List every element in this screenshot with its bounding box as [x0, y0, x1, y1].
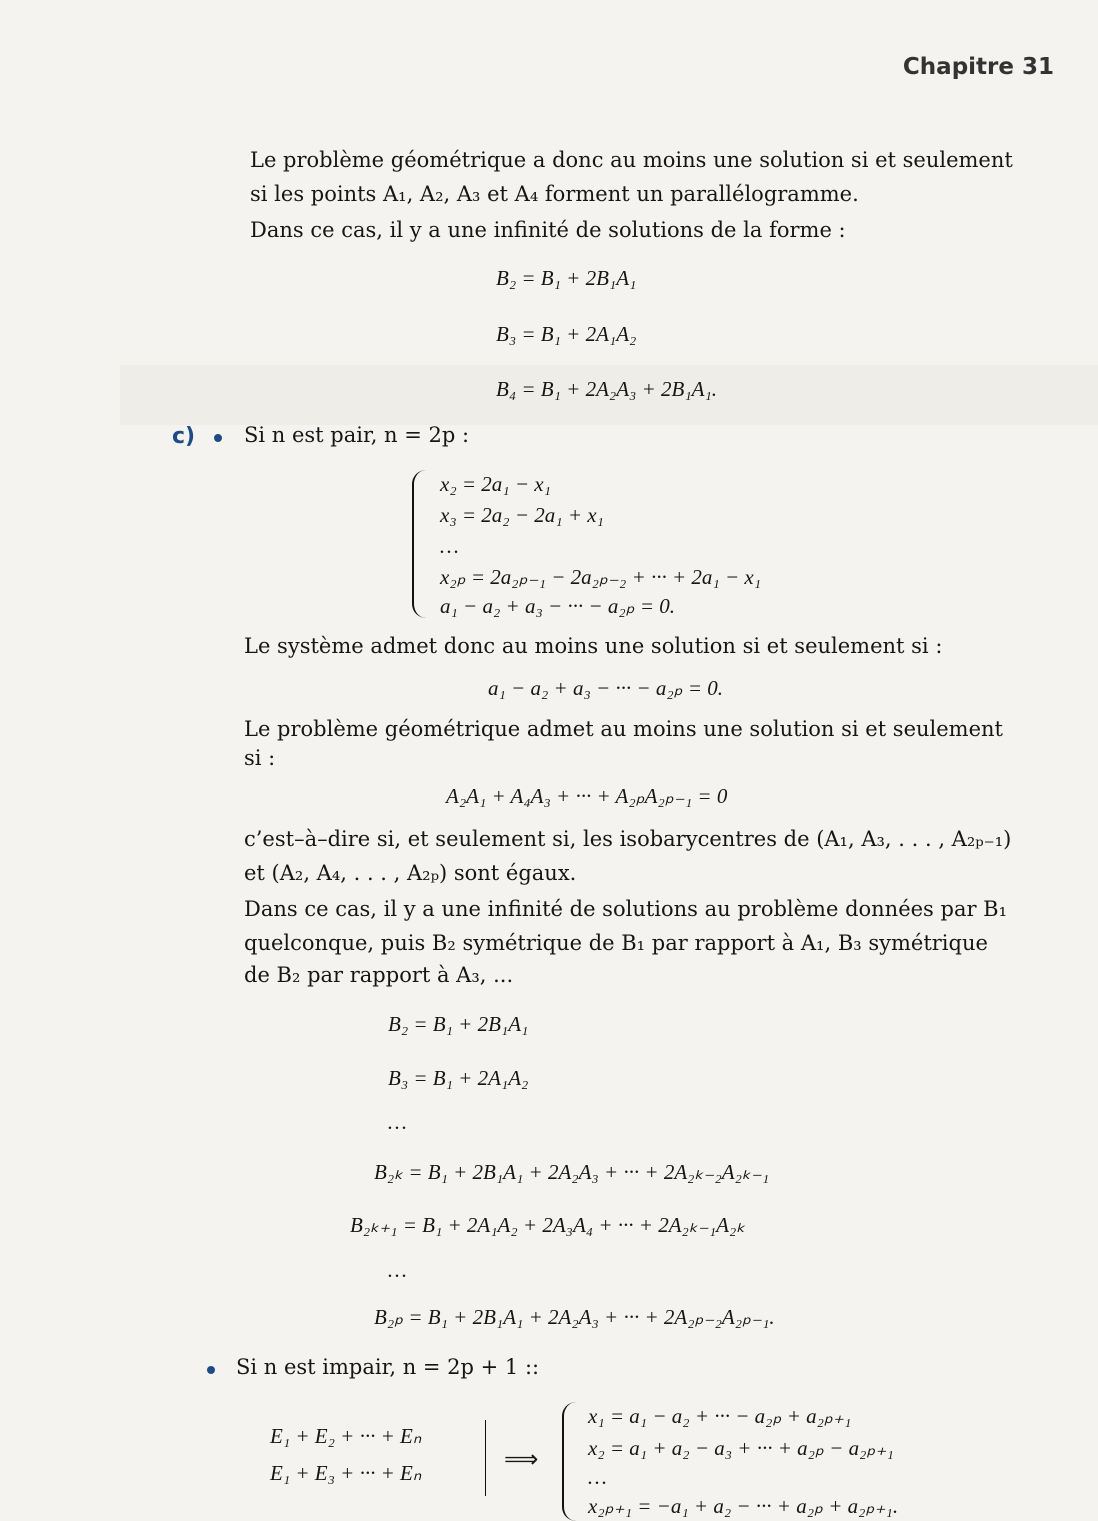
paragraph-line: de B₂ par rapport à A₃, ... [244, 963, 514, 987]
left-brace [412, 470, 428, 618]
equation: B₂ = B₁ + 2B₁A₁ [388, 1012, 529, 1036]
equation: B₂ = B₁ + 2B₁A₁ [496, 266, 637, 290]
paragraph-line: quelconque, puis B₂ symétrique de B₁ par rapport à A₁, B₃ symétrique [244, 931, 988, 955]
vertical-bar [485, 1420, 486, 1496]
chapter-header: Chapitre 31 [902, 54, 1054, 80]
equation: B₂ₖ = B₁ + 2B₁A₁ + 2A₂A₃ + ··· + 2A₂ₖ₋₂A₂ₖ₋₁ [374, 1160, 770, 1184]
odd-system-line: x₂ = a₁ + a₂ − a₃ + ··· + a₂ₚ − a₂ₚ₊₁ [588, 1436, 894, 1460]
system-line: … [440, 534, 459, 558]
equation: B₂ₖ₊₁ = B₁ + 2A₁A₂ + 2A₃A₄ + ··· + 2A₂ₖ₋₁A₂ₖ [350, 1213, 746, 1237]
case-heading: Si n est impair, n = 2p + 1 :: [236, 1355, 540, 1379]
odd-left-line: E₁ + E₂ + ··· + Eₙ [270, 1424, 422, 1448]
odd-system-line: x₂ₚ₊₁ = −a₁ + a₂ − ··· + a₂ₚ + a₂ₚ₊₁. [588, 1494, 899, 1518]
equation: … [388, 1258, 407, 1282]
bullet-icon [214, 434, 222, 442]
paragraph-line: si les points A₁, A₂, A₃ et A₄ forment un parallélogramme. [250, 182, 859, 206]
odd-system-line: … [588, 1465, 607, 1489]
paragraph-line: c’est–à–dire si, et seulement si, les isobarycentres de (A₁, A₃, . . . , A₂ₚ₋₁) [244, 827, 1012, 851]
equation: … [388, 1110, 407, 1134]
paragraph-line: si : [244, 746, 276, 770]
paragraph-line: et (A₂, A₄, . . . , A₂ₚ) sont égaux. [244, 861, 577, 885]
system-line: a₁ − a₂ + a₃ − ··· − a₂ₚ = 0. [440, 594, 676, 618]
equation: B₂ₚ = B₁ + 2B₁A₁ + 2A₂A₃ + ··· + 2A₂ₚ₋₂A₂ₚ₋₁. [374, 1305, 775, 1329]
system-line: x₂ₚ = 2a₂ₚ₋₁ − 2a₂ₚ₋₂ + ··· + 2a₁ − x₁ [440, 565, 761, 589]
odd-left-line: E₁ + E₃ + ··· + Eₙ [270, 1461, 422, 1485]
paragraph-line: Le problème géométrique a donc au moins une solution si et seulement [250, 148, 1013, 172]
system-line: x₂ = 2a₁ − x₁ [440, 472, 551, 496]
paragraph-line: Le système admet donc au moins une solution si et seulement si : [244, 634, 943, 658]
paragraph-line: Le problème géométrique admet au moins une solution si et seulement [244, 717, 1003, 741]
item-marker-c: c) [172, 424, 196, 449]
system-line: x₃ = 2a₂ − 2a₁ + x₁ [440, 503, 604, 527]
equation: B₃ = B₁ + 2A₁A₂ [388, 1066, 529, 1090]
equation: a₁ − a₂ + a₃ − ··· − a₂ₚ = 0. [488, 676, 724, 700]
paragraph-line: Dans ce cas, il y a une infinité de solutions au problème données par B₁ [244, 897, 1008, 921]
odd-system-line: x₁ = a₁ − a₂ + ··· − a₂ₚ + a₂ₚ₊₁ [588, 1404, 852, 1428]
case-heading: Si n est pair, n = 2p : [244, 423, 470, 447]
implies-arrow-icon: ⟹ [504, 1447, 539, 1473]
equation: B₃ = B₁ + 2A₁A₂ [496, 322, 637, 346]
left-brace [562, 1402, 578, 1521]
bullet-icon [207, 1366, 215, 1374]
vector-equation: A₂A₁ + A₄A₃ + ··· + A₂ₚA₂ₚ₋₁ = 0 [446, 784, 728, 808]
paragraph-line: Dans ce cas, il y a une infinité de solutions de la forme : [250, 218, 846, 242]
equation: B₄ = B₁ + 2A₂A₃ + 2B₁A₁. [496, 377, 718, 401]
